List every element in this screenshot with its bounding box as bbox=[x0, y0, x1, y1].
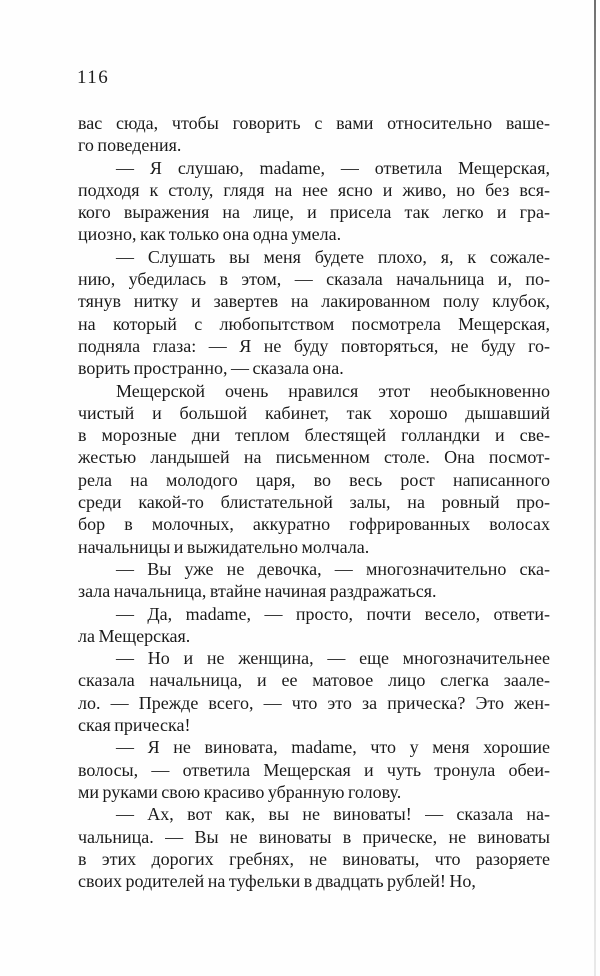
paragraph bbox=[78, 558, 550, 603]
scan-edge-line bbox=[594, 0, 596, 976]
paragraph bbox=[78, 112, 550, 157]
text-line: на который с любопытством посмотрела Мещерская, bbox=[78, 313, 550, 334]
text-line: циозно, как только она одна умела. bbox=[78, 224, 342, 245]
text-line: среди какой-то блистательной залы, на ровный про- bbox=[78, 492, 550, 513]
text-line: — Да, madame, — просто, почти весело, ответи- bbox=[116, 603, 550, 624]
text-line: в этих дорогих гребнях, не виноваты, что разоряете bbox=[78, 848, 550, 869]
text-line: — Ах, вот как, вы не виноваты! — сказала на- bbox=[116, 804, 550, 825]
text-line: ми руками свою красиво убранную голову. bbox=[78, 781, 402, 802]
page-number: 116 bbox=[77, 67, 110, 88]
text-line: чистый и большой кабинет, так хорошо дышавший bbox=[78, 402, 550, 423]
paragraph bbox=[78, 736, 550, 803]
paragraph bbox=[78, 603, 550, 648]
text-line: — Вы уже не девочка, — многозначительно ска- bbox=[116, 558, 550, 579]
text-line: нию, убедилась в этом, — сказала начальница и, по- bbox=[78, 269, 550, 290]
paragraph bbox=[78, 647, 550, 736]
text-line: ло. — Прежде всего, — что это за прическа? Это жен- bbox=[78, 692, 550, 713]
text-line: начальницы и выжидательно молчала. bbox=[78, 536, 370, 557]
text-line: кого выражения на лице, и присела так легко и гра- bbox=[78, 202, 550, 223]
text-line: — Но и не женщина, — еще многозначительнее bbox=[116, 648, 550, 669]
paragraph bbox=[78, 157, 550, 246]
paragraph bbox=[78, 246, 550, 380]
text-line: подходя к столу, глядя на нее ясно и живо, но без вся- bbox=[78, 179, 550, 200]
text-line: волосы, — ответила Мещерская и чуть тронула обеи- bbox=[78, 759, 550, 780]
text-line: — Слушать вы меня будете плохо, я, к сожале- bbox=[116, 246, 550, 267]
text-line: жестью ландышей на письменном столе. Она посмот- bbox=[78, 447, 550, 468]
text-line: ская прическа! bbox=[78, 715, 191, 736]
text-line: ворить пространно, — сказала она. bbox=[78, 358, 344, 379]
text-line: — Я слушаю, madame, — ответила Мещерская, bbox=[116, 157, 550, 178]
text-line: зала начальница, втайне начиная раздражаться. bbox=[78, 581, 437, 602]
text-block bbox=[78, 112, 550, 892]
text-line: ла Мещерская. bbox=[78, 625, 191, 646]
text-line: подняла глаза: — Я не буду повторяться, не буду го- bbox=[78, 335, 550, 356]
text-line: своих родителей на туфельки в двадцать рублей! Но, bbox=[78, 871, 476, 892]
paragraph bbox=[78, 380, 550, 558]
text-line: — Я не виновата, madame, что у меня хорошие bbox=[116, 737, 550, 758]
text-line: го поведения. bbox=[78, 135, 182, 156]
paragraph bbox=[78, 803, 550, 892]
text-line: рела на молодого царя, во весь рост написанного bbox=[78, 469, 550, 490]
text-line: тянув нитку и завертев на лакированном полу клубок, bbox=[78, 291, 550, 312]
text-line: в морозные дни теплом блестящей голландки и све- bbox=[78, 425, 550, 446]
text-line: бор в молочных, аккуратно гофрированных волосах bbox=[78, 514, 550, 535]
text-line: чальница. — Вы не виноваты в прическе, не виноваты bbox=[78, 826, 550, 847]
text-line: сказала начальница, и ее матовое лицо слегка заале- bbox=[78, 670, 550, 691]
text-line: вас сюда, чтобы говорить с вами относительно ваше- bbox=[78, 113, 550, 133]
text-line: Мещерской очень нравился этот необыкновенно bbox=[116, 380, 550, 401]
